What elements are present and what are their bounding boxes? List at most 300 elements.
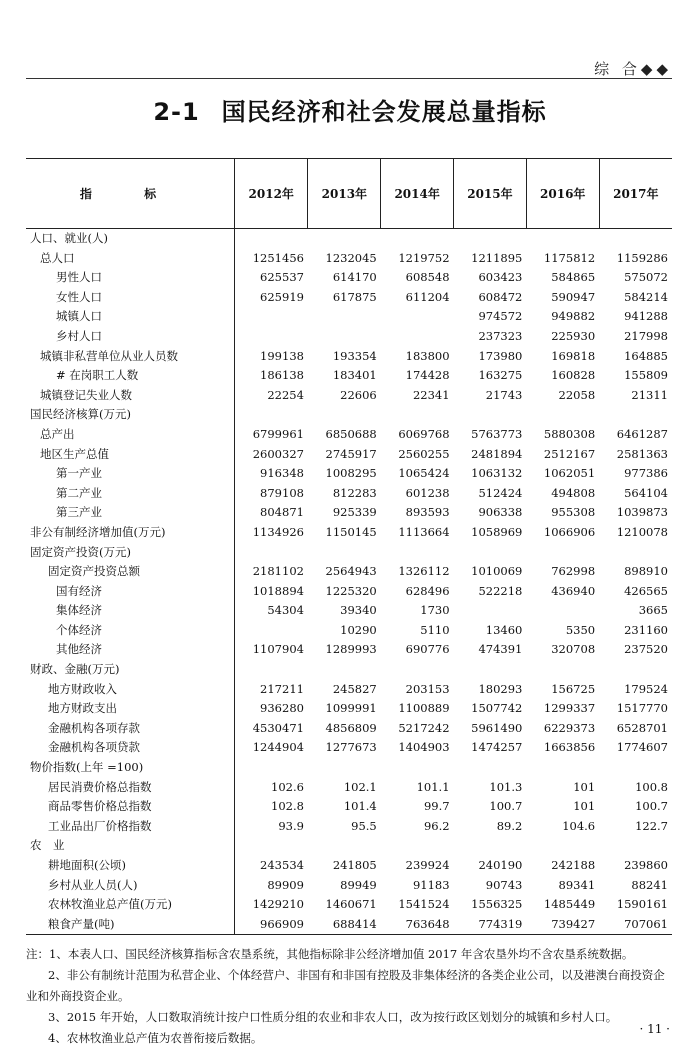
cell-value: 186138 bbox=[260, 368, 304, 383]
cell-value: 977386 bbox=[624, 466, 668, 481]
cell-value: 1219752 bbox=[398, 250, 450, 265]
cell-value: 10290 bbox=[340, 622, 377, 637]
cell-value: 1590161 bbox=[616, 897, 668, 912]
cell-value: 101 bbox=[573, 799, 596, 814]
row-label: 金融机构各项贷款 bbox=[26, 738, 235, 758]
cell-value bbox=[235, 758, 308, 778]
cell-value bbox=[235, 405, 308, 425]
cell-value: 1289993 bbox=[325, 642, 377, 657]
cell-value: 217211 bbox=[260, 681, 304, 696]
cell-value bbox=[381, 307, 454, 327]
indicator-table bbox=[26, 158, 672, 935]
row-label: 第二产业 bbox=[26, 484, 235, 504]
cell-value: 89909 bbox=[267, 877, 304, 892]
row-label: 商品零售价格总指数 bbox=[26, 797, 235, 817]
cell-value: 4856809 bbox=[325, 720, 377, 735]
row-label: 总人口 bbox=[26, 249, 235, 269]
cell-value: 1404903 bbox=[398, 740, 450, 755]
cell-value bbox=[381, 229, 454, 249]
cell-value: 174428 bbox=[405, 368, 450, 383]
table-section-row bbox=[26, 405, 672, 425]
cell-value: 180293 bbox=[478, 681, 523, 696]
table-row bbox=[26, 366, 672, 386]
table-section-row bbox=[26, 523, 672, 543]
row-label: 城镇非私营单位从业人员数 bbox=[26, 347, 235, 367]
cell-value bbox=[599, 836, 672, 856]
row-label: 个体经济 bbox=[26, 621, 235, 641]
cell-value: 1507742 bbox=[471, 701, 523, 716]
table-section-row bbox=[26, 758, 672, 778]
cell-value bbox=[454, 229, 527, 249]
row-label: 耕地面积(公顷) bbox=[26, 856, 235, 876]
cell-value bbox=[381, 327, 454, 347]
cell-value: 239860 bbox=[624, 858, 668, 872]
cell-value: 1299337 bbox=[543, 701, 596, 716]
cell-value: 763648 bbox=[381, 915, 454, 935]
cell-value bbox=[308, 327, 381, 347]
table-row bbox=[26, 484, 672, 504]
cell-value bbox=[308, 836, 381, 856]
cell-value bbox=[235, 621, 308, 641]
cell-value: 1244904 bbox=[252, 740, 304, 755]
cell-value bbox=[454, 660, 527, 680]
table-section-row bbox=[26, 543, 672, 563]
row-label: 总产出 bbox=[26, 425, 235, 445]
cell-value: 774319 bbox=[454, 915, 527, 935]
cell-value: 5961490 bbox=[471, 720, 523, 735]
cell-value: 6850688 bbox=[325, 426, 377, 441]
row-label: 乡村从业人员(人) bbox=[26, 876, 235, 896]
cell-value: 879108 bbox=[260, 485, 304, 500]
cell-value: 169818 bbox=[551, 348, 596, 363]
row-label: 国民经济核算(万元) bbox=[26, 405, 235, 425]
cell-value: 2181102 bbox=[252, 564, 304, 579]
cell-value: 2745917 bbox=[325, 446, 377, 461]
cell-value: 1113664 bbox=[398, 524, 450, 539]
cell-value: 2512167 bbox=[543, 446, 596, 461]
table-row bbox=[26, 327, 672, 347]
table-row bbox=[26, 856, 672, 876]
cell-value bbox=[381, 660, 454, 680]
row-label: 固定资产投资(万元) bbox=[26, 543, 235, 563]
table-row bbox=[26, 778, 672, 798]
cell-value bbox=[526, 601, 599, 621]
cell-value: 1062051 bbox=[543, 466, 596, 481]
cell-value bbox=[308, 307, 381, 327]
cell-value: 2481894 bbox=[471, 446, 523, 461]
cell-value: 156725 bbox=[551, 681, 596, 696]
table-row bbox=[26, 817, 672, 837]
cell-value: 898910 bbox=[624, 564, 668, 579]
cell-value: 245827 bbox=[332, 681, 377, 696]
cell-value bbox=[235, 543, 308, 563]
cell-value: 241805 bbox=[332, 858, 377, 872]
cell-value: 1099991 bbox=[325, 701, 377, 716]
cell-value: 590947 bbox=[551, 289, 596, 304]
cell-value: 906338 bbox=[478, 505, 523, 520]
cell-value: 617875 bbox=[332, 289, 377, 304]
section-header: 综 合◆◆ bbox=[594, 60, 672, 78]
cell-value: 6461287 bbox=[616, 426, 668, 441]
cell-value: 6799961 bbox=[252, 426, 304, 441]
table-row bbox=[26, 307, 672, 327]
cell-value: 22254 bbox=[267, 387, 304, 402]
cell-value: 966909 bbox=[235, 915, 308, 935]
cell-value: 1018894 bbox=[252, 583, 304, 598]
cell-value: 240190 bbox=[478, 858, 523, 872]
cell-value: 237323 bbox=[478, 328, 523, 343]
cell-value: 1474257 bbox=[471, 740, 523, 755]
cell-value: 925339 bbox=[332, 505, 377, 520]
table-row bbox=[26, 445, 672, 465]
row-label: 财政、金融(万元) bbox=[26, 660, 235, 680]
cell-value: 974572 bbox=[478, 309, 523, 324]
cell-value: 1066906 bbox=[543, 524, 596, 539]
cell-value: 512424 bbox=[478, 485, 523, 500]
table-section-row bbox=[26, 836, 672, 856]
cell-value bbox=[235, 836, 308, 856]
cell-value bbox=[308, 660, 381, 680]
cell-value: 93.9 bbox=[278, 818, 304, 833]
cell-value bbox=[235, 327, 308, 347]
cell-value: 1100889 bbox=[398, 701, 450, 716]
cell-value: 22341 bbox=[412, 387, 450, 402]
cell-value: 88241 bbox=[631, 877, 668, 892]
footnote: 2、非公有制统计范围为私营企业、个体经营户、非国有和非国有控股及非集体经济的各类企业公司，以及港澳台商投资企业和外商投资企业。 bbox=[26, 968, 665, 1003]
cell-value: 1460671 bbox=[325, 897, 377, 912]
cell-value: 160828 bbox=[551, 368, 596, 383]
cell-value: 1541524 bbox=[398, 897, 450, 912]
cell-value: 494808 bbox=[551, 485, 596, 500]
table-number: 2-1 bbox=[153, 98, 200, 126]
cell-value: 522218 bbox=[478, 583, 523, 598]
cell-value bbox=[308, 543, 381, 563]
table-row bbox=[26, 268, 672, 288]
row-label: 居民消费价格总指数 bbox=[26, 778, 235, 798]
table-row bbox=[26, 386, 672, 406]
cell-value: 101.4 bbox=[343, 799, 377, 814]
cell-value bbox=[526, 543, 599, 563]
cell-value: 1251456 bbox=[252, 250, 304, 265]
row-label: 男性人口 bbox=[26, 268, 235, 288]
row-label: 农 业 bbox=[26, 836, 235, 856]
cell-value: 1008295 bbox=[325, 466, 377, 481]
column-header-year: 2014年 bbox=[381, 159, 454, 229]
cell-value bbox=[599, 543, 672, 563]
cell-value: 474391 bbox=[478, 642, 523, 657]
table-row bbox=[26, 288, 672, 308]
cell-value: 1730 bbox=[420, 603, 450, 618]
cell-value: 804871 bbox=[260, 505, 304, 520]
cell-value: 1134926 bbox=[252, 524, 304, 539]
row-label: 地方财政支出 bbox=[26, 699, 235, 719]
cell-value: 611204 bbox=[405, 289, 450, 304]
cell-value: 164885 bbox=[624, 348, 668, 363]
table-section-row bbox=[26, 229, 672, 249]
table-row bbox=[26, 425, 672, 445]
cell-value: 22606 bbox=[340, 387, 377, 402]
cell-value: 155809 bbox=[624, 368, 668, 383]
cell-value: 100.7 bbox=[489, 799, 523, 814]
cell-value bbox=[308, 405, 381, 425]
cell-value: 5763773 bbox=[471, 426, 523, 441]
cell-value: 625537 bbox=[260, 270, 304, 285]
cell-value: 941288 bbox=[624, 309, 668, 324]
footnote: 4、农林牧渔业总产值为农普衔接后数据。 bbox=[48, 1031, 263, 1045]
cell-value: 122.7 bbox=[635, 818, 668, 833]
table-section-row bbox=[26, 660, 672, 680]
cell-value: 2564943 bbox=[325, 564, 377, 579]
cell-value: 1150145 bbox=[325, 524, 377, 539]
row-label: # 在岗职工人数 bbox=[26, 366, 235, 386]
cell-value: 1107904 bbox=[252, 642, 304, 657]
column-header-year: 2016年 bbox=[526, 159, 599, 229]
cell-value: 21311 bbox=[631, 387, 668, 402]
cell-value bbox=[308, 229, 381, 249]
cell-value: 203153 bbox=[405, 681, 450, 696]
cell-value bbox=[454, 405, 527, 425]
cell-value bbox=[599, 405, 672, 425]
table-row bbox=[26, 621, 672, 641]
cell-value: 1210078 bbox=[616, 524, 668, 539]
row-label: 地方财政收入 bbox=[26, 680, 235, 700]
cell-value: 173980 bbox=[478, 348, 523, 363]
cell-value: 1232045 bbox=[325, 250, 377, 265]
cell-value: 89341 bbox=[558, 877, 596, 892]
table-row bbox=[26, 738, 672, 758]
cell-value: 6229373 bbox=[543, 720, 596, 735]
cell-value: 100.7 bbox=[635, 799, 668, 814]
cell-value: 426565 bbox=[624, 583, 668, 598]
row-label: 其他经济 bbox=[26, 640, 235, 660]
cell-value: 89.2 bbox=[496, 818, 523, 833]
row-label: 城镇人口 bbox=[26, 307, 235, 327]
cell-value: 2600327 bbox=[252, 446, 304, 461]
cell-value: 707061 bbox=[599, 915, 672, 935]
cell-value: 1663856 bbox=[543, 740, 596, 755]
cell-value: 22058 bbox=[558, 387, 596, 402]
cell-value: 3665 bbox=[638, 603, 668, 618]
cell-value bbox=[454, 601, 527, 621]
cell-value bbox=[599, 229, 672, 249]
cell-value: 893593 bbox=[405, 505, 450, 520]
cell-value: 436940 bbox=[551, 583, 596, 598]
cell-value: 2560255 bbox=[398, 446, 450, 461]
cell-value: 1211895 bbox=[471, 250, 523, 265]
cell-value: 5217242 bbox=[398, 720, 450, 735]
row-label: 物价指数(上年 =100) bbox=[26, 758, 235, 778]
cell-value: 584865 bbox=[551, 270, 596, 285]
table-row bbox=[26, 797, 672, 817]
table-row bbox=[26, 249, 672, 269]
cell-value: 179524 bbox=[624, 681, 668, 696]
row-label: 乡村人口 bbox=[26, 327, 235, 347]
cell-value bbox=[381, 543, 454, 563]
column-header-year: 2013年 bbox=[308, 159, 381, 229]
cell-value: 949882 bbox=[551, 309, 596, 324]
cell-value bbox=[526, 758, 599, 778]
table-row bbox=[26, 601, 672, 621]
column-header-indicator: 指 标 bbox=[26, 159, 235, 229]
page-number: · 11 · bbox=[639, 1022, 670, 1036]
table-row bbox=[26, 719, 672, 739]
cell-value: 199138 bbox=[260, 348, 304, 363]
cell-value: 101.1 bbox=[416, 779, 450, 794]
cell-value: 5350 bbox=[565, 622, 596, 637]
cell-value: 762998 bbox=[551, 564, 596, 579]
cell-value: 1326112 bbox=[398, 564, 450, 579]
cell-value: 101.3 bbox=[489, 779, 523, 794]
cell-value: 614170 bbox=[332, 270, 377, 285]
row-label: 第三产业 bbox=[26, 503, 235, 523]
column-header-year: 2017年 bbox=[599, 159, 672, 229]
cell-value: 102.6 bbox=[271, 779, 304, 794]
table-row bbox=[26, 464, 672, 484]
cell-value: 1010069 bbox=[471, 564, 523, 579]
table-row bbox=[26, 562, 672, 582]
cell-value bbox=[454, 543, 527, 563]
cell-value bbox=[526, 836, 599, 856]
cell-value: 102.1 bbox=[343, 779, 377, 794]
cell-value: 193354 bbox=[332, 348, 377, 363]
row-label: 地区生产总值 bbox=[26, 445, 235, 465]
cell-value: 739427 bbox=[526, 915, 599, 935]
table-row bbox=[26, 895, 672, 915]
cell-value: 1058969 bbox=[471, 524, 523, 539]
row-label: 人口、就业(人) bbox=[26, 229, 235, 249]
cell-value: 625919 bbox=[260, 289, 304, 304]
row-label: 非公有制经济增加值(万元) bbox=[26, 523, 235, 543]
cell-value bbox=[526, 660, 599, 680]
cell-value: 183401 bbox=[332, 368, 377, 383]
cell-value bbox=[235, 660, 308, 680]
cell-value: 243534 bbox=[260, 858, 304, 872]
cell-value: 21743 bbox=[485, 387, 523, 402]
cell-value: 812283 bbox=[332, 485, 377, 500]
cell-value: 104.6 bbox=[562, 818, 596, 833]
table-row bbox=[26, 640, 672, 660]
row-label: 农林牧渔业总产值(万元) bbox=[26, 895, 235, 915]
cell-value: 1556325 bbox=[471, 897, 523, 912]
cell-value: 916348 bbox=[260, 466, 304, 481]
cell-value: 1175812 bbox=[543, 250, 596, 265]
cell-value: 239924 bbox=[405, 858, 450, 872]
cell-value: 5110 bbox=[420, 622, 450, 637]
cell-value: 1517770 bbox=[616, 701, 668, 716]
cell-value: 163275 bbox=[478, 368, 523, 383]
cell-value: 1774607 bbox=[616, 740, 668, 755]
cell-value: 608472 bbox=[478, 289, 523, 304]
cell-value bbox=[308, 758, 381, 778]
cell-value: 1225320 bbox=[325, 583, 377, 598]
cell-value: 90743 bbox=[485, 877, 523, 892]
cell-value: 1065424 bbox=[398, 466, 450, 481]
cell-value: 608548 bbox=[405, 270, 450, 285]
cell-value: 584214 bbox=[624, 289, 668, 304]
cell-value bbox=[235, 229, 308, 249]
cell-value: 13460 bbox=[485, 622, 523, 637]
cell-value: 91183 bbox=[412, 877, 450, 892]
cell-value: 955308 bbox=[551, 505, 596, 520]
cell-value bbox=[381, 758, 454, 778]
cell-value bbox=[599, 660, 672, 680]
table-row bbox=[26, 582, 672, 602]
cell-value: 1429210 bbox=[252, 897, 304, 912]
cell-value: 237520 bbox=[624, 642, 668, 657]
cell-value bbox=[526, 229, 599, 249]
cell-value bbox=[454, 758, 527, 778]
cell-value: 320708 bbox=[551, 642, 596, 657]
cell-value: 1485449 bbox=[543, 897, 596, 912]
header-row bbox=[26, 159, 672, 229]
cell-value: 99.7 bbox=[423, 799, 450, 814]
column-header-year: 2012年 bbox=[235, 159, 308, 229]
cell-value: 690776 bbox=[405, 642, 450, 657]
row-label: 粮食产量(吨) bbox=[26, 915, 235, 935]
cell-value bbox=[526, 405, 599, 425]
cell-value: 89949 bbox=[340, 877, 377, 892]
table-row bbox=[26, 347, 672, 367]
table-row bbox=[26, 699, 672, 719]
row-label: 工业品出厂价格指数 bbox=[26, 817, 235, 837]
cell-value: 101 bbox=[573, 779, 596, 794]
cell-value: 1277673 bbox=[325, 740, 377, 755]
cell-value: 242188 bbox=[551, 858, 596, 872]
cell-value: 1159286 bbox=[616, 250, 668, 265]
table-row bbox=[26, 915, 672, 935]
row-label: 国有经济 bbox=[26, 582, 235, 602]
table-row bbox=[26, 680, 672, 700]
cell-value: 575072 bbox=[624, 270, 668, 285]
cell-value: 601238 bbox=[405, 485, 450, 500]
cell-value: 1063132 bbox=[471, 466, 523, 481]
cell-value: 102.8 bbox=[271, 799, 304, 814]
table-body bbox=[26, 229, 672, 935]
cell-value: 603423 bbox=[478, 270, 523, 285]
page-title bbox=[0, 92, 700, 127]
cell-value: 628496 bbox=[405, 583, 450, 598]
cell-value: 936280 bbox=[260, 701, 304, 716]
cell-value: 96.2 bbox=[423, 818, 450, 833]
row-label: 第一产业 bbox=[26, 464, 235, 484]
row-label: 城镇登记失业人数 bbox=[26, 386, 235, 406]
footnote: 注：1、本表人口、国民经济核算指标含农垦系统，其他指标除非公经济增加值 2017 年含农垦外均不含农垦系统数据。 bbox=[26, 947, 634, 961]
cell-value bbox=[235, 307, 308, 327]
row-label: 女性人口 bbox=[26, 288, 235, 308]
cell-value: 183800 bbox=[405, 348, 450, 363]
column-header-year: 2015年 bbox=[454, 159, 527, 229]
cell-value: 688414 bbox=[308, 915, 381, 935]
cell-value bbox=[599, 758, 672, 778]
cell-value bbox=[381, 405, 454, 425]
cell-value: 225930 bbox=[551, 328, 596, 343]
cell-value: 6528701 bbox=[616, 720, 668, 735]
row-label: 金融机构各项存款 bbox=[26, 719, 235, 739]
footnotes bbox=[26, 944, 676, 1049]
cell-value bbox=[381, 836, 454, 856]
cell-value: 5880308 bbox=[543, 426, 596, 441]
table-row bbox=[26, 876, 672, 896]
cell-value: 2581363 bbox=[616, 446, 668, 461]
cell-value: 231160 bbox=[624, 622, 668, 637]
cell-value: 217998 bbox=[624, 328, 668, 343]
cell-value: 564104 bbox=[624, 485, 668, 500]
header-rule bbox=[26, 78, 672, 79]
row-label: 固定资产投资总额 bbox=[26, 562, 235, 582]
cell-value bbox=[454, 836, 527, 856]
cell-value: 4530471 bbox=[252, 720, 304, 735]
cell-value: 6069768 bbox=[398, 426, 450, 441]
